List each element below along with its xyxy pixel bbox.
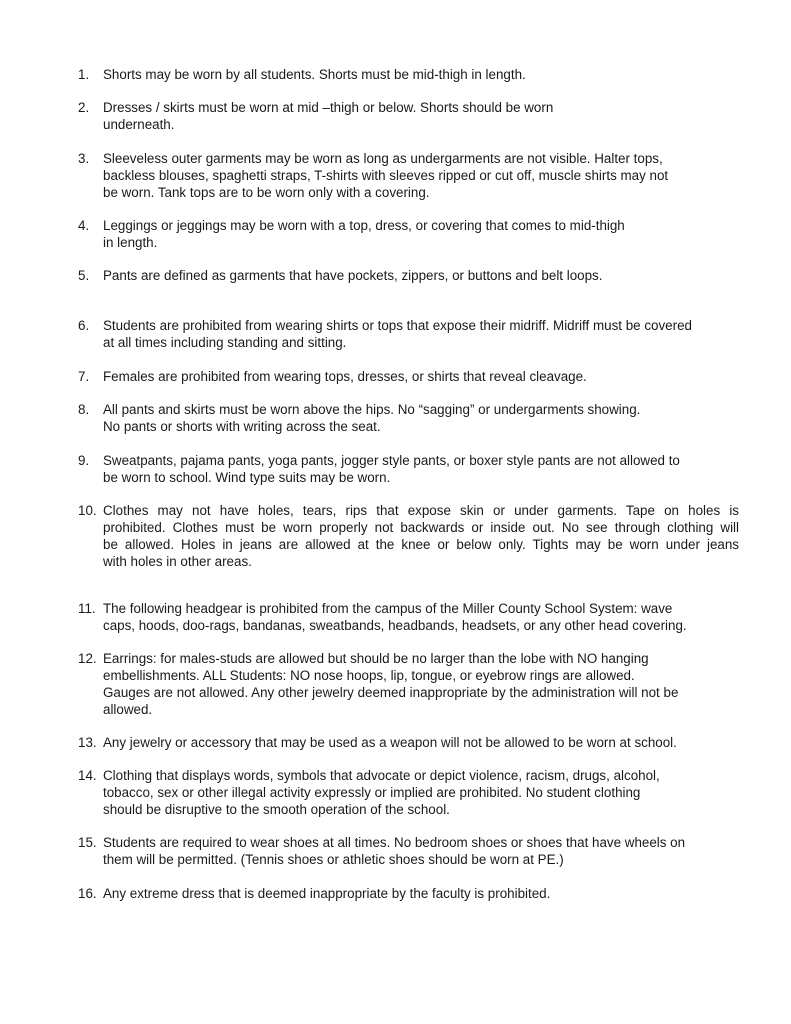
rule-line: Dresses / skirts must be worn at mid –thigh or below. Shorts should be worn <box>103 100 554 115</box>
rule-text <box>103 834 739 868</box>
rule-line: Gauges are not allowed. Any other jewelry deemed inappropriate by the administration will not be <box>103 685 679 700</box>
rule-line: Students are prohibited from wearing shirts or tops that expose their midriff. Midriff must be covered <box>103 318 692 333</box>
rule-line: embellishments. ALL Students: NO nose hoops, lip, tongue, or eyebrow rings are allowed. <box>103 668 635 683</box>
rule-number: 11. <box>78 601 96 616</box>
rule-line: allowed. <box>103 702 153 717</box>
rule-number: 1. <box>78 67 90 82</box>
rule-number: 13. <box>78 735 97 750</box>
rule-line: Pants are defined as garments that have pockets, zippers, or buttons and belt loops. <box>103 268 603 283</box>
rule-line: Sweatpants, pajama pants, yoga pants, jogger style pants, or boxer style pants are not allowed to <box>103 453 680 468</box>
rule-text <box>103 150 739 201</box>
rule-number: 9. <box>78 453 90 468</box>
rule-line: caps, hoods, doo-rags, bandanas, sweatbands, headbands, headsets, or any other head covering. <box>103 618 687 633</box>
rule-text <box>103 650 739 718</box>
rule-number: 14. <box>78 768 97 783</box>
rule-number: 16. <box>78 886 97 901</box>
rule-line: be allowed. Holes in jeans are allowed at the knee or below only. Tights may be worn under jeans <box>103 537 739 552</box>
rule-line: tobacco, sex or other illegal activity expressly or implied are prohibited. No student clothing <box>103 785 641 800</box>
rule-text <box>103 767 739 818</box>
rule-line: Earrings: for males-studs are allowed but should be no larger than the lobe with NO hanging <box>103 651 649 666</box>
rule-line: Females are prohibited from wearing tops, dresses, or shirts that reveal cleavage. <box>103 369 587 384</box>
rule-line: Students are required to wear shoes at all times. No bedroom shoes or shoes that have wheels on <box>103 835 686 850</box>
rule-line: Any jewelry or accessory that may be used as a weapon will not be allowed to be worn at school. <box>103 735 677 750</box>
rule-line: be worn to school. Wind type suits may be worn. <box>103 470 391 485</box>
rule-line: them will be permitted. (Tennis shoes or athletic shoes should be worn at PE.) <box>103 852 564 867</box>
rule-text <box>103 885 739 902</box>
rule-number: 2. <box>78 100 90 115</box>
rule-text <box>103 66 739 83</box>
rule-line: Shorts may be worn by all students. Shorts must be mid-thigh in length. <box>103 67 526 82</box>
rule-line: Sleeveless outer garments may be worn as long as undergarments are not visible. Halter tops, <box>103 151 663 166</box>
rule-text <box>103 368 739 385</box>
rule-line: in length. <box>103 235 158 250</box>
rule-text <box>103 317 739 351</box>
rule-text <box>103 734 739 751</box>
rule-text <box>103 502 739 570</box>
rule-line: should be disruptive to the smooth operation of the school. <box>103 802 450 817</box>
rule-number: 7. <box>78 369 90 384</box>
rule-text <box>103 452 739 486</box>
rule-text <box>103 401 739 435</box>
rule-line: No pants or shorts with writing across the seat. <box>103 419 381 434</box>
rule-line: at all times including standing and sitting. <box>103 335 347 350</box>
rule-text <box>103 217 739 251</box>
rule-line: All pants and skirts must be worn above the hips. No “sagging” or undergarments showing. <box>103 402 641 417</box>
rule-line: underneath. <box>103 117 175 132</box>
rule-line: be worn. Tank tops are to be worn only with a covering. <box>103 185 430 200</box>
rule-number: 15. <box>78 835 97 850</box>
rule-line: Any extreme dress that is deemed inappropriate by the faculty is prohibited. <box>103 886 551 901</box>
rule-text <box>103 99 739 133</box>
rule-line: backless blouses, spaghetti straps, T-shirts with sleeves ripped or cut off, muscle shirts may not <box>103 168 669 183</box>
rule-line: Clothing that displays words, symbols that advocate or depict violence, racism, drugs, alcohol, <box>103 768 660 783</box>
rule-number: 12. <box>78 651 97 666</box>
rule-text <box>103 267 739 284</box>
rule-number: 6. <box>78 318 90 333</box>
rule-number: 3. <box>78 151 90 166</box>
rule-number: 8. <box>78 402 90 417</box>
rule-line: Leggings or jeggings may be worn with a top, dress, or covering that comes to mid-thigh <box>103 218 625 233</box>
rule-line: The following headgear is prohibited from the campus of the Miller County School System: wave <box>103 601 673 616</box>
rule-number: 4. <box>78 218 90 233</box>
rule-line: with holes in other areas. <box>103 554 252 569</box>
rule-number: 10. <box>78 503 97 518</box>
rule-line: Clothes may not have holes, tears, rips that expose skin or under garments. Tape on holes is <box>103 503 739 518</box>
rule-text <box>103 600 739 634</box>
rule-number: 5. <box>78 268 90 283</box>
rule-line: prohibited. Clothes must be worn properly not backwards or inside out. No see through clothing will <box>103 520 739 535</box>
